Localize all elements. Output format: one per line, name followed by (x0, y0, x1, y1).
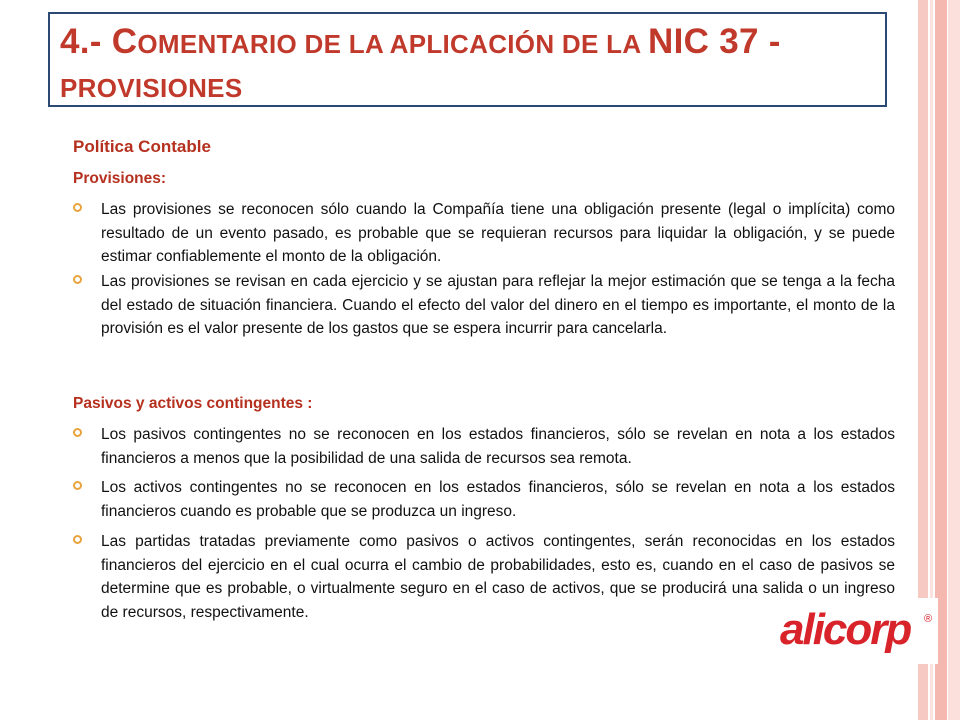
bullet-icon (73, 428, 82, 437)
title-nic: NIC 37 - (648, 22, 781, 61)
bullet-icon (73, 481, 82, 490)
list-item (73, 476, 895, 523)
bullet-text: Las partidas tratadas previamente como pasivos o activos contingentes, serán reconocidas en los estados financieros del ejercicio en el cual ocurra el cambio de probabilidades, esto es, cuando en el caso de pasivos se determine que es probable, o virtualmente seguro en el caso de activos, que se producirá una salida o un ingreso de recursos, respectivamente. (101, 533, 895, 621)
contingent-heading: Pasivos y activos contingentes : (73, 395, 313, 412)
alicorp-logo (772, 598, 938, 664)
list-item (73, 423, 895, 470)
title-smallcaps: OMENTARIO DE LA APLICACIÓN DE LA (137, 29, 648, 59)
alicorp-logo-icon (772, 598, 938, 664)
bullet-icon (73, 535, 82, 544)
bullet-text: Las provisiones se reconocen sólo cuando la Compañía tiene una obligación presente (legal o implícita) como resultado de un evento pasado, es probable que se requieran recursos para liquidar la obligación, y se puede estimar confiablemente el monto de la obligación. (101, 201, 895, 265)
bullet-text: Los activos contingentes no se reconocen en los estados financieros, sólo se revelan en nota a los estados financieros cuando es probable que se produzca un ingreso. (101, 479, 895, 520)
logo-text: alicorp (780, 605, 911, 654)
logo-registered-mark: ® (924, 613, 933, 625)
policy-heading: Política Contable (73, 137, 211, 156)
decorative-stripe (948, 0, 960, 720)
provisions-heading: Provisiones: (73, 170, 167, 187)
title-initial: 4.- C (60, 22, 138, 61)
bullet-icon (73, 203, 82, 212)
title-line-2: PROVISIONES (60, 73, 243, 103)
bullet-icon (73, 275, 82, 284)
bullet-text: Los pasivos contingentes no se reconocen en los estados financieros, sólo se revelan en nota a los estados financieros a menos que la posibilidad de una salida de recursos sea remota. (101, 426, 895, 467)
slide-title (60, 20, 890, 110)
bullet-text: Las provisiones se revisan en cada ejercicio y se ajustan para reflejar la mejor estimación que se tenga a la fecha del estado de situación financiera. Cuando el efecto del valor del dinero en el tiempo es importante, el monto de la provisión es el valor presente de los gastos que se espera incurrir para cancelarla. (101, 273, 895, 337)
title-line-1 (60, 20, 890, 66)
list-item (73, 270, 895, 341)
list-item (73, 198, 895, 269)
